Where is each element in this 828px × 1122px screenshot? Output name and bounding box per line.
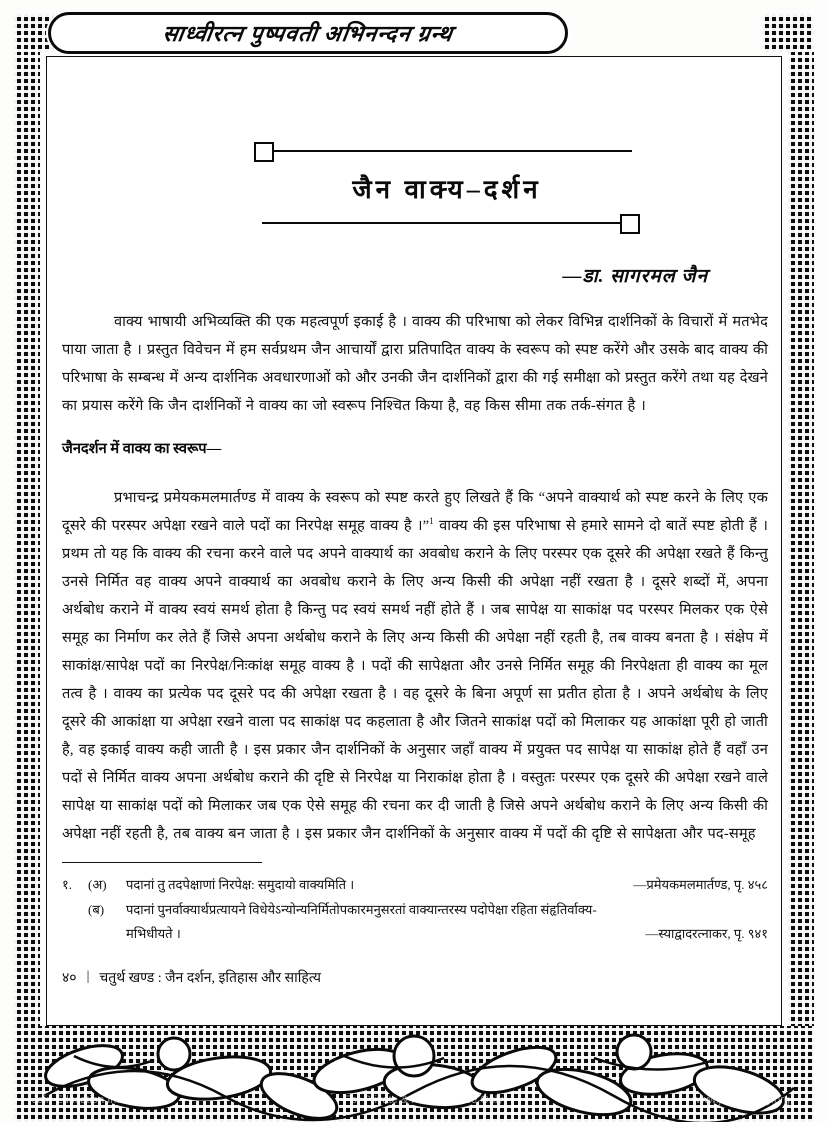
footnote-text-a: पदानां तु तदपेक्षाणां निरपेक्ष: समुदायो वाक्यमिति । xyxy=(126,877,355,893)
section-heading: जैनदर्शन में वाक्य का स्वरूप— xyxy=(62,441,222,458)
footnote-text-b: पदानां पुनर्वाक्यार्थप्रत्यायने विधेयेऽन्योन्यनिर्मितोपकारमनुसरतां वाक्यान्तरस्य पदोपेक्षा रहिता संहृतिर्वाक्य- xyxy=(126,901,597,917)
title-block xyxy=(262,140,632,236)
banner-title: साध्वीरत्न पुष्पवती अभिनन्दन ग्रन्थ xyxy=(161,21,455,46)
floral-ornament-svg xyxy=(14,1026,814,1122)
page-border-right xyxy=(788,14,814,1108)
watermark-middle: For Private & Personal Use Only xyxy=(344,1094,503,1106)
page-number: ४० xyxy=(62,970,77,986)
square-ornament-top-left xyxy=(254,142,274,162)
title-rule-bottom xyxy=(262,222,632,224)
body-text-lead: प्रभाचन्द्र प्रमेयकमलमार्तण्ड में वाक्य के स्वरूप को स्पष्ट करते हुए लिखते हैं कि xyxy=(114,489,539,506)
author-byline: —डा. सागरमल जैन xyxy=(562,266,708,287)
footer-separator: | xyxy=(86,969,90,985)
watermark-left: Jain Education International xyxy=(32,1094,168,1106)
page-title: जैन वाक्य–दर्शन xyxy=(352,175,542,204)
page-border-left xyxy=(14,14,40,1108)
page-content xyxy=(62,120,768,1000)
footer-section-title: चतुर्थ खण्ड : जैन दर्शन, इतिहास और साहित्य xyxy=(99,970,321,986)
footnote-item xyxy=(62,873,768,897)
page-footer xyxy=(62,968,768,987)
footnote-list xyxy=(62,873,768,945)
footnote-label-a: (अ) xyxy=(88,877,107,893)
intro-paragraph: वाक्य भाषायी अभिव्यक्ति की एक महत्वपूर्ण इकाई है । वाक्य की परिभाषा को लेकर विभिन्न दार्शनिकों के विचारों में मतभेद पाया जाता है । प्रस्तुत विवेचन में हम सर्वप्रथम जैन आचार्यों द्वारा प्रतिपादित वाक्य के स्वरूप को स्पष्ट करेंगे और उसके बाद वाक्य की परिभाषा के सम्बन्ध में अन्य दार्शनिक अवधारणाओं को और उनकी जैन दार्शनिकों द्वारा की गई समीक्षा को प्रस्तुत करेंगे तथा यह देखने का प्रयास करेंगे कि जैन दार्शनिकों ने वाक्य का जो स्वरूप निश्चित किया है, वह किस सीमा तक तर्क-संगत है । xyxy=(62,314,768,415)
footnote-reference: 1 xyxy=(429,515,434,526)
title-rule-top xyxy=(262,150,632,152)
footnote-label-b: (ब) xyxy=(88,901,105,917)
header-banner xyxy=(48,12,568,54)
body-paragraph xyxy=(62,484,768,848)
banner-pill xyxy=(48,12,568,54)
footnote-divider xyxy=(62,862,262,864)
footnote-number: १. xyxy=(62,877,73,893)
square-ornament-bottom-right xyxy=(620,214,640,234)
footnote-source-a: —प्रमेयकमलमार्तण्ड, पृ. ४५८ xyxy=(633,877,768,893)
floral-ornament xyxy=(14,1026,814,1122)
page-border-top-right xyxy=(762,14,814,52)
footnote-text-b-continued: मभिधीयते । xyxy=(126,925,181,941)
footnote-source-b: —स्याद्वादरत्नाकर, पृ. ९४१ xyxy=(645,925,768,941)
watermark-right: www.jainelibrary.org xyxy=(692,1094,790,1106)
body-quotation: “अपने वाक्यार्थ को स्पष्ट करने के लिए एक दूसरे की परस्पर अपेक्षा रखने वाले पदों का निरपेक्ष समूह वाक्य है ।” xyxy=(62,489,768,534)
footnote-item xyxy=(62,898,768,946)
body-text-rest: वाक्य की इस परिभाषा से हमारे सामने दो बातें स्पष्ट होती हैं । प्रथम तो यह कि वाक्य की रचना करने वाले पद अपने वाक्यार्थ का अवबोध कराने के लिए परस्पर एक दूसरे की अपेक्षा रखते हैं किन्तु उनसे निर्मित वह वाक्य अपने वाक्यार्थ का अवबोध कराने के लिए अन्य किसी की अपेक्षा नहीं रखता है । दूसरे शब्दों में, अपना अर्थबोध कराने में वाक्य स्वयं समर्थ होता है किन्तु पद स्वयं समर्थ नहीं होते हैं । जब सापेक्ष या साकांक्ष पद परस्पर मिलकर एक ऐसे समूह का निर्माण कर लेते हैं जिसे अपना अर्थबोध कराने के लिए अन्य किसी की अपेक्षा नहीं रहती है, तब वाक्य बनता है । संक्षेप में साकांक्ष/सापेक्ष पदों का निरपेक्ष/निःकांक्ष समूह वाक्य है । पदों की सापेक्षता और उनसे निर्मित समूह की निरपेक्षता ही वाक्य का मूल तत्व है । वाक्य का प्रत्येक पद दूसरे पद की अपेक्षा रखता है । वह दूसरे के बिना अपूर्ण सा प्रतीत होता है । अपने अर्थबोध के लिए दूसरे की आकांक्षा या अपेक्षा रखने वाला पद साकांक्ष पद कहलाता है और जितने साकांक्ष पदों को मिलाकर यह आकांक्षा पूरी हो जाती है, वह इकाई वाक्य कही जाती है । इस प्रकार जैन दार्शनिकों के अनुसार जहाँ वाक्य में प्रयुक्त पद सापेक्ष या साकांक्ष होते हैं वहाँ उन पदों से निर्मित वाक्य अपना अर्थबोध कराने की दृष्टि से निरपेक्ष या निराकांक्ष होता है । वस्तुतः परस्पर एक दूसरे की अपेक्षा रखने वाले सापेक्ष या साकांक्ष पदों को मिलाकर जब एक ऐसे समूह की रचना कर दी जाती है जिसे अपने अर्थबोध कराने के लिए अन्य किसी की अपेक्षा नहीं रहती है, तब वाक्य बन जाता है । इस प्रकार जैन दार्शनिकों के अनुसार वाक्य में पदों की दृष्टि से सापेक्षता और पद-समूह xyxy=(62,517,768,842)
